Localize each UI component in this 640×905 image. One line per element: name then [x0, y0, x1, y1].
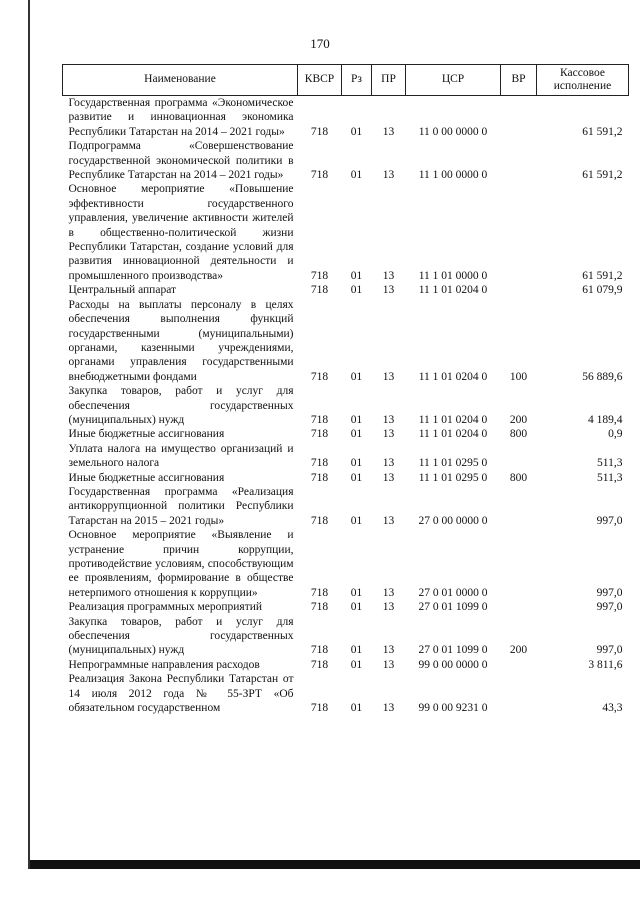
- cell-name: Государственная программа «Экономическое развитие и инновационная экономика Республики Татарстан на 2014 – 2021 годы»: [68, 97, 294, 138]
- cell-rz: 01: [350, 702, 363, 715]
- cell-amount: 0,9: [608, 428, 623, 441]
- cell-kvsr: 718: [310, 370, 329, 383]
- cell-rz: 01: [350, 644, 363, 657]
- cell-name: Центральный аппарат: [68, 284, 177, 297]
- cell-amount: 997,0: [596, 601, 623, 614]
- cell-kvsr: 718: [310, 514, 329, 527]
- cell-vr: [501, 182, 537, 283]
- cell-rz: 01: [350, 428, 363, 441]
- cell-pr: 13: [382, 125, 395, 138]
- table-row: [63, 600, 629, 614]
- cell-pr: 13: [382, 370, 395, 383]
- cell-amount: 61 079,9: [582, 284, 623, 297]
- cell-rz: 01: [350, 413, 363, 426]
- cell-kvsr: 718: [310, 658, 329, 671]
- cell-amount: 4 189,4: [588, 413, 623, 426]
- cell-amount: 56 889,6: [582, 370, 623, 383]
- budget-table-container: [62, 64, 628, 715]
- cell-name: Закупка товаров, работ и услуг для обеспечения государственных (муниципальных) нужд: [68, 385, 294, 426]
- cell-rz: 01: [350, 471, 363, 484]
- cell-pr: 13: [382, 269, 395, 282]
- cell-amount: 997,0: [596, 514, 623, 527]
- cell-kvsr: 718: [310, 471, 329, 484]
- cell-vr: [501, 672, 537, 715]
- header-kvsr: КВСР: [298, 65, 342, 96]
- cell-kvsr: 718: [310, 269, 329, 282]
- cell-vr: 200: [509, 413, 528, 426]
- cell-kvsr: 718: [310, 284, 329, 297]
- cell-csr: 11 1 01 0204 0: [418, 428, 488, 441]
- cell-csr: 11 1 01 0295 0: [418, 471, 488, 484]
- cell-pr: 13: [382, 169, 395, 182]
- cell-pr: 13: [382, 702, 395, 715]
- cell-amount: 997,0: [596, 644, 623, 657]
- cell-kvsr: 718: [310, 586, 329, 599]
- table-row: [63, 139, 629, 182]
- table-row: [63, 384, 629, 427]
- cell-name: Основное мероприятие «Повышение эффективности государственного управления, увеличение активности жителей в общественно-политической жизни Республики Татарстан, создание условий для развития инновационной деятельности и промышленного производства»: [68, 183, 294, 282]
- cell-rz: 01: [350, 457, 363, 470]
- table-header: [63, 65, 629, 96]
- cell-amount: 3 811,6: [588, 658, 623, 671]
- cell-name: Непрограммные направления расходов: [68, 658, 260, 671]
- header-row: [63, 65, 629, 96]
- cell-name: Уплата налога на имущество организаций и земельного налога: [68, 442, 294, 470]
- cell-rz: 01: [350, 601, 363, 614]
- cell-amount: 511,3: [597, 457, 623, 470]
- cell-amount: 511,3: [597, 471, 623, 484]
- cell-pr: 13: [382, 658, 395, 671]
- cell-csr: 99 0 00 9231 0: [418, 702, 488, 715]
- cell-kvsr: 718: [310, 169, 329, 182]
- cell-pr: 13: [382, 601, 395, 614]
- cell-vr: [501, 528, 537, 600]
- cell-kvsr: 718: [310, 125, 329, 138]
- table-row: [63, 471, 629, 485]
- cell-rz: 01: [350, 125, 363, 138]
- cell-kvsr: 718: [310, 428, 329, 441]
- cell-csr: 11 0 00 0000 0: [418, 125, 488, 138]
- cell-pr: 13: [382, 514, 395, 527]
- cell-kvsr: 718: [310, 702, 329, 715]
- cell-amount: 43,3: [602, 702, 623, 715]
- cell-vr: 100: [509, 370, 528, 383]
- cell-kvsr: 718: [310, 457, 329, 470]
- cell-csr: 27 0 01 0000 0: [418, 586, 488, 599]
- cell-csr: 11 1 01 0204 0: [418, 413, 488, 426]
- cell-vr: [501, 96, 537, 140]
- cell-csr: 11 1 01 0000 0: [418, 269, 488, 282]
- cell-pr: 13: [382, 471, 395, 484]
- cell-name: Государственная программа «Реализация антикоррупционной политики Республики Татарстан на 2015 – 2021 годы»: [68, 485, 294, 527]
- header-vr: ВР: [501, 65, 537, 96]
- cell-vr: 800: [509, 471, 528, 484]
- cell-rz: 01: [350, 370, 363, 383]
- cell-vr: [501, 600, 537, 614]
- cell-kvsr: 718: [310, 601, 329, 614]
- table-row: [63, 427, 629, 441]
- cell-csr: 27 0 01 1099 0: [418, 644, 488, 657]
- table-row: [63, 485, 629, 528]
- cell-vr: [501, 485, 537, 528]
- cell-pr: 13: [382, 586, 395, 599]
- cell-rz: 01: [350, 169, 363, 182]
- cell-pr: 13: [382, 644, 395, 657]
- cell-vr: [501, 442, 537, 471]
- scan-edge-shadow: [28, 0, 30, 869]
- header-csr: ЦСР: [406, 65, 501, 96]
- cell-pr: 13: [382, 284, 395, 297]
- cell-amount: 61 591,2: [582, 269, 623, 282]
- cell-name: Реализация программных мероприятий: [68, 601, 263, 614]
- cell-vr: 800: [509, 428, 528, 441]
- budget-execution-table: [62, 64, 629, 715]
- cell-amount: 997,0: [596, 586, 623, 599]
- table-row: [63, 283, 629, 297]
- cell-vr: [501, 283, 537, 297]
- cell-csr: 11 1 01 0204 0: [418, 284, 488, 297]
- page-number: 170: [310, 36, 330, 51]
- cell-vr: [501, 658, 537, 672]
- table-row: [63, 96, 629, 140]
- cell-csr: 27 0 00 0000 0: [418, 514, 488, 527]
- cell-name: Иные бюджетные ассигнования: [68, 471, 225, 484]
- scan-bottom-bar: [30, 860, 640, 869]
- cell-rz: 01: [350, 269, 363, 282]
- cell-csr: 11 1 01 0295 0: [418, 457, 488, 470]
- cell-vr: [501, 139, 537, 182]
- cell-name: Основное мероприятие «Выявление и устранение причин коррупции, противодействие условиям, способствующим ее проявлениям, формирование в обществе нетерпимого отношения к коррупции»: [68, 529, 294, 599]
- table-body: [63, 96, 629, 716]
- cell-vr: 200: [509, 644, 528, 657]
- cell-rz: 01: [350, 586, 363, 599]
- cell-csr: 99 0 00 0000 0: [418, 658, 488, 671]
- table-row: [63, 658, 629, 672]
- cell-pr: 13: [382, 413, 395, 426]
- cell-pr: 13: [382, 457, 395, 470]
- table-row: [63, 442, 629, 471]
- cell-rz: 01: [350, 658, 363, 671]
- cell-csr: 11 1 00 0000 0: [418, 169, 488, 182]
- table-row: [63, 672, 629, 715]
- cell-name: Иные бюджетные ассигнования: [68, 428, 225, 441]
- cell-kvsr: 718: [310, 644, 329, 657]
- table-row: [63, 615, 629, 658]
- header-rz: Рз: [342, 65, 372, 96]
- cell-rz: 01: [350, 514, 363, 527]
- cell-name: Закупка товаров, работ и услуг для обеспечения государственных (муниципальных) нужд: [68, 615, 294, 657]
- header-name: Наименование: [63, 65, 298, 96]
- cell-csr: 11 1 01 0204 0: [418, 370, 488, 383]
- cell-name: Расходы на выплаты персоналу в целях обеспечения выполнения функций государственными (муниципальными) органами, казенными учреждениями, органами управления государственными внебюджетными фондами: [68, 298, 294, 383]
- cell-name: Подпрограмма «Совершенствование государственной экономической политики в Республике Татарстан на 2014 – 2021 годы»: [68, 140, 294, 182]
- header-pr: ПР: [372, 65, 406, 96]
- table-row: [63, 528, 629, 600]
- header-amount: Кассовое исполнение: [537, 65, 629, 96]
- cell-pr: 13: [382, 428, 395, 441]
- table-row: [63, 298, 629, 384]
- cell-name: Реализация Закона Республики Татарстан от 14 июля 2012 года № 55-ЗРТ «Об обязательном государственном: [68, 673, 294, 715]
- table-row: [63, 182, 629, 283]
- cell-rz: 01: [350, 284, 363, 297]
- cell-csr: 27 0 01 1099 0: [418, 601, 488, 614]
- cell-amount: 61 591,2: [582, 125, 623, 138]
- cell-amount: 61 591,2: [582, 169, 623, 182]
- cell-kvsr: 718: [310, 413, 329, 426]
